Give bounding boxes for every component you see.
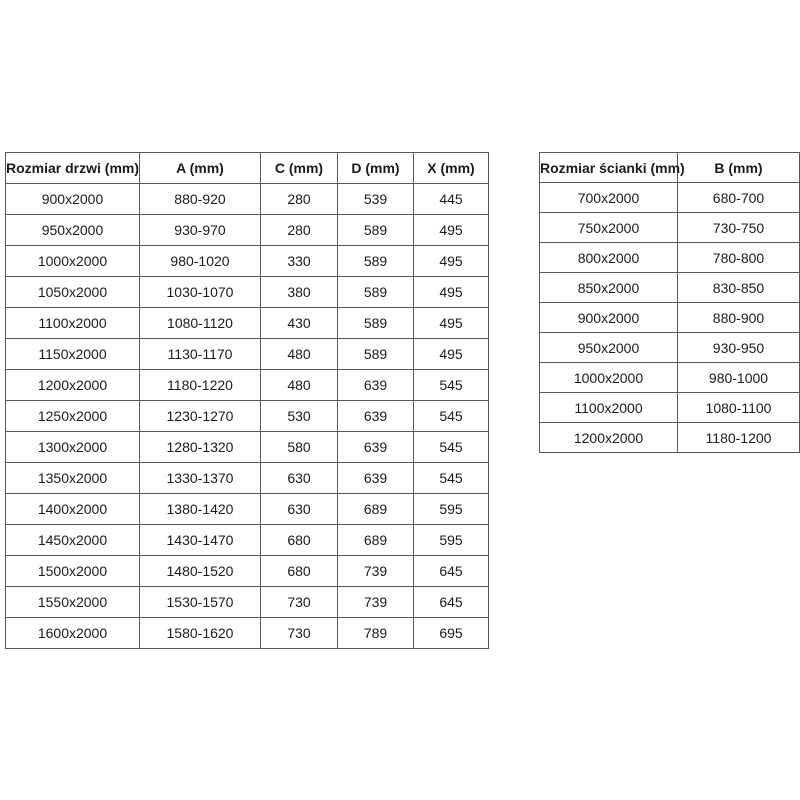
table-cell: 780-800 bbox=[678, 243, 800, 273]
table-cell: 1230-1270 bbox=[140, 401, 261, 432]
table-cell: 545 bbox=[414, 401, 489, 432]
column-header: Rozmiar drzwi (mm) bbox=[6, 153, 140, 184]
table-cell: 880-920 bbox=[140, 184, 261, 215]
table-cell: 980-1000 bbox=[678, 363, 800, 393]
table-cell: 700x2000 bbox=[540, 183, 678, 213]
table-cell: 1500x2000 bbox=[6, 556, 140, 587]
table-cell: 495 bbox=[414, 339, 489, 370]
table-row bbox=[6, 463, 489, 494]
table-cell: 545 bbox=[414, 463, 489, 494]
table-cell: 530 bbox=[261, 401, 338, 432]
table-cell: 589 bbox=[338, 339, 414, 370]
table-cell: 645 bbox=[414, 587, 489, 618]
table-cell: 739 bbox=[338, 587, 414, 618]
table-cell: 1350x2000 bbox=[6, 463, 140, 494]
column-header: A (mm) bbox=[140, 153, 261, 184]
table-cell: 539 bbox=[338, 184, 414, 215]
table-cell: 1080-1120 bbox=[140, 308, 261, 339]
table-row bbox=[6, 525, 489, 556]
table-cell: 680-700 bbox=[678, 183, 800, 213]
table-cell: 495 bbox=[414, 277, 489, 308]
table-cell: 850x2000 bbox=[540, 273, 678, 303]
table-cell: 480 bbox=[261, 370, 338, 401]
table-cell: 900x2000 bbox=[540, 303, 678, 333]
table-cell: 1530-1570 bbox=[140, 587, 261, 618]
table-row bbox=[540, 273, 800, 303]
wall-table-header-row bbox=[540, 153, 800, 183]
table-cell: 639 bbox=[338, 370, 414, 401]
table-cell: 1430-1470 bbox=[140, 525, 261, 556]
table-cell: 680 bbox=[261, 556, 338, 587]
table-cell: 1280-1320 bbox=[140, 432, 261, 463]
table-cell: 1380-1420 bbox=[140, 494, 261, 525]
table-cell: 800x2000 bbox=[540, 243, 678, 273]
table-cell: 495 bbox=[414, 215, 489, 246]
table-row bbox=[6, 494, 489, 525]
table-cell: 1600x2000 bbox=[6, 618, 140, 649]
table-row bbox=[6, 308, 489, 339]
table-cell: 639 bbox=[338, 463, 414, 494]
table-row bbox=[6, 587, 489, 618]
wall-sizes-table bbox=[539, 152, 800, 453]
table-cell: 380 bbox=[261, 277, 338, 308]
table-cell: 1180-1200 bbox=[678, 423, 800, 453]
table-cell: 1000x2000 bbox=[540, 363, 678, 393]
table-cell: 1150x2000 bbox=[6, 339, 140, 370]
table-cell: 980-1020 bbox=[140, 246, 261, 277]
table-cell: 445 bbox=[414, 184, 489, 215]
table-cell: 595 bbox=[414, 494, 489, 525]
table-cell: 1030-1070 bbox=[140, 277, 261, 308]
table-cell: 880-900 bbox=[678, 303, 800, 333]
table-cell: 689 bbox=[338, 525, 414, 556]
table-cell: 750x2000 bbox=[540, 213, 678, 243]
table-cell: 495 bbox=[414, 246, 489, 277]
door-table-body bbox=[6, 184, 489, 649]
table-cell: 1000x2000 bbox=[6, 246, 140, 277]
table-cell: 950x2000 bbox=[540, 333, 678, 363]
table-cell: 330 bbox=[261, 246, 338, 277]
table-row bbox=[540, 243, 800, 273]
table-cell: 1080-1100 bbox=[678, 393, 800, 423]
table-cell: 589 bbox=[338, 246, 414, 277]
wall-table-body bbox=[540, 183, 800, 453]
table-cell: 830-850 bbox=[678, 273, 800, 303]
table-row bbox=[6, 184, 489, 215]
table-row bbox=[540, 363, 800, 393]
table-cell: 639 bbox=[338, 432, 414, 463]
table-cell: 1130-1170 bbox=[140, 339, 261, 370]
table-cell: 480 bbox=[261, 339, 338, 370]
table-cell: 630 bbox=[261, 494, 338, 525]
table-cell: 730 bbox=[261, 587, 338, 618]
table-cell: 639 bbox=[338, 401, 414, 432]
door-table-header-row bbox=[6, 153, 489, 184]
column-header: Rozmiar ścianki (mm) bbox=[540, 153, 678, 183]
table-cell: 1400x2000 bbox=[6, 494, 140, 525]
table-cell: 580 bbox=[261, 432, 338, 463]
column-header: D (mm) bbox=[338, 153, 414, 184]
table-row bbox=[6, 215, 489, 246]
table-row bbox=[540, 393, 800, 423]
table-cell: 589 bbox=[338, 308, 414, 339]
table-cell: 545 bbox=[414, 370, 489, 401]
column-header: C (mm) bbox=[261, 153, 338, 184]
table-cell: 900x2000 bbox=[6, 184, 140, 215]
table-cell: 680 bbox=[261, 525, 338, 556]
table-row bbox=[540, 333, 800, 363]
table-cell: 1550x2000 bbox=[6, 587, 140, 618]
table-cell: 1250x2000 bbox=[6, 401, 140, 432]
table-cell: 1300x2000 bbox=[6, 432, 140, 463]
table-cell: 1050x2000 bbox=[6, 277, 140, 308]
table-row bbox=[6, 370, 489, 401]
table-cell: 1480-1520 bbox=[140, 556, 261, 587]
table-row bbox=[6, 277, 489, 308]
table-row bbox=[6, 246, 489, 277]
table-cell: 950x2000 bbox=[6, 215, 140, 246]
table-cell: 730-750 bbox=[678, 213, 800, 243]
table-row bbox=[6, 339, 489, 370]
table-cell: 545 bbox=[414, 432, 489, 463]
table-cell: 280 bbox=[261, 184, 338, 215]
table-cell: 1200x2000 bbox=[540, 423, 678, 453]
table-row bbox=[540, 213, 800, 243]
table-row bbox=[540, 183, 800, 213]
table-cell: 1450x2000 bbox=[6, 525, 140, 556]
table-cell: 930-970 bbox=[140, 215, 261, 246]
table-cell: 595 bbox=[414, 525, 489, 556]
table-cell: 645 bbox=[414, 556, 489, 587]
table-row bbox=[6, 556, 489, 587]
table-row bbox=[6, 618, 489, 649]
table-cell: 1330-1370 bbox=[140, 463, 261, 494]
table-cell: 430 bbox=[261, 308, 338, 339]
table-cell: 495 bbox=[414, 308, 489, 339]
table-cell: 695 bbox=[414, 618, 489, 649]
table-cell: 730 bbox=[261, 618, 338, 649]
table-cell: 280 bbox=[261, 215, 338, 246]
column-header: X (mm) bbox=[414, 153, 489, 184]
table-cell: 739 bbox=[338, 556, 414, 587]
table-cell: 1580-1620 bbox=[140, 618, 261, 649]
table-cell: 589 bbox=[338, 277, 414, 308]
column-header: B (mm) bbox=[678, 153, 800, 183]
table-cell: 1100x2000 bbox=[6, 308, 140, 339]
table-cell: 1200x2000 bbox=[6, 370, 140, 401]
table-cell: 930-950 bbox=[678, 333, 800, 363]
table-row bbox=[540, 423, 800, 453]
table-cell: 1180-1220 bbox=[140, 370, 261, 401]
table-row bbox=[6, 432, 489, 463]
table-row bbox=[6, 401, 489, 432]
door-sizes-table bbox=[5, 152, 489, 649]
table-cell: 1100x2000 bbox=[540, 393, 678, 423]
table-cell: 789 bbox=[338, 618, 414, 649]
table-cell: 689 bbox=[338, 494, 414, 525]
table-row bbox=[540, 303, 800, 333]
table-cell: 630 bbox=[261, 463, 338, 494]
table-cell: 589 bbox=[338, 215, 414, 246]
